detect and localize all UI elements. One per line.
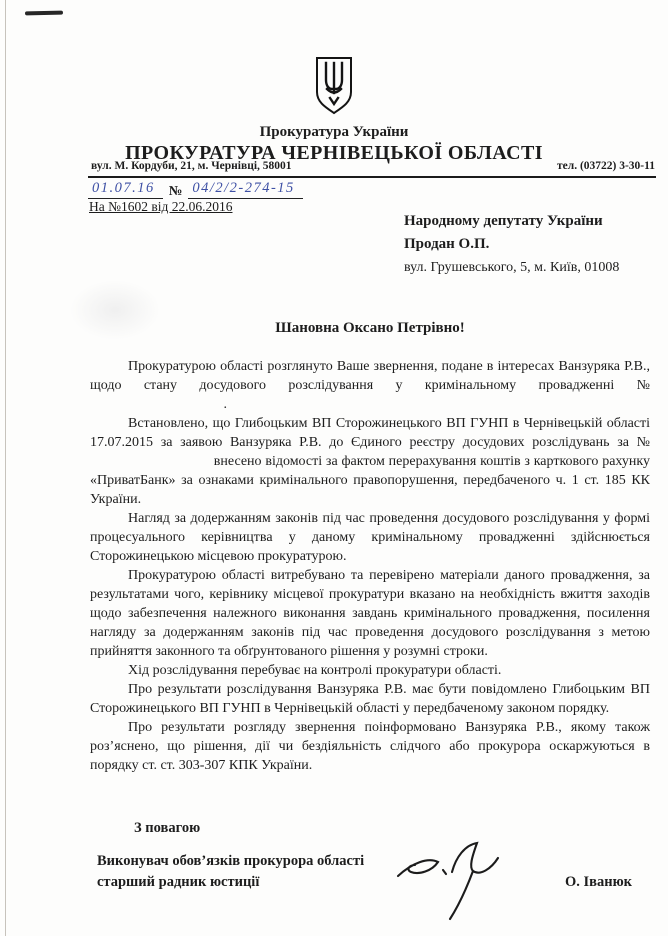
number-sign: № xyxy=(168,183,183,198)
paragraph-2 xyxy=(90,414,650,509)
recipient-title: Народному депутату України xyxy=(404,213,603,229)
letterhead-contact-row xyxy=(91,160,655,172)
paragraph-7: Про результати розгляду звернення поінформовано Ванзуряка Р.В., якому також роз’яснено, що рішення, дії чи бездіяльність слідчого або прокурора оскаржуються в порядку ст. ст. 303-307 КПК України. xyxy=(90,720,650,773)
letter-body xyxy=(90,357,650,775)
paragraph-3: Нагляд за додержанням законів під час проведення досудового розслідування у формі процесуального керівництва у даному кримінальному провадженні здійснюється Сторожинецькою місцевою прокуратурою. xyxy=(90,511,650,564)
org-name-regional: ПРОКУРАТУРА ЧЕРНІВЕЦЬКОЇ ОБЛАСТІ xyxy=(125,142,543,164)
signer-position-block xyxy=(97,851,364,893)
signer-position-line2: старший радник юстиції xyxy=(97,874,260,890)
signer-name: О. Іванюк xyxy=(565,874,633,890)
signer-position-line1: Виконувач обов’язків прокурора області xyxy=(97,853,365,869)
scan-dash-artifact xyxy=(25,11,63,16)
org-name-country: Прокуратура України xyxy=(259,124,409,140)
org-address: вул. М. Кордуби, 21, м. Чернівці, 58001 xyxy=(91,160,292,172)
letterhead xyxy=(0,56,668,165)
in-reply-to-reference: На №1602 від 22.06.2016 xyxy=(89,199,233,214)
handwritten-outgoing-number: 04/2/2-274-15 xyxy=(192,180,295,196)
letterhead-divider xyxy=(88,176,656,178)
paragraph-1 xyxy=(90,357,650,414)
paragraph-1-text: Прокуратурою області розглянуто Ваше звернення, подане в інтересах Ванзуряка Р.В., щодо стану досудового розслідування у кримінальному провадженні № xyxy=(90,359,650,393)
paragraph-6: Про результати розслідування Ванзуряка Р.В. має бути повідомлено Глибоцьким ВП Сторожинецького ВП ГУНП в Чернівецькій області у передбаченому законом порядку. xyxy=(90,682,650,716)
ukraine-trident-emblem-icon xyxy=(313,56,355,121)
recipient-address: вул. Грушевського, 5, м. Київ, 01008 xyxy=(404,260,620,275)
recipient-block xyxy=(404,210,619,279)
closing-regards: З повагою xyxy=(134,820,201,836)
outgoing-reference-row xyxy=(88,180,303,199)
handwritten-date: 01.07.16 xyxy=(92,180,155,196)
handwritten-signature-icon xyxy=(392,830,507,927)
paragraph-4: Прокуратурою області витребувано та перевірено матеріали даного провадження, за результатами чого, керівнику місцевої прокуратури вказано на необхідність вжиття заходів щодо забезпечення належного виконання завдань кримінального провадження, посилення нагляду за додержанням законів під час проведення досудового розслідування з метою прийняття законного та обґрунтованого рішення у розумні строки. xyxy=(90,568,650,659)
paragraph-1-period: . xyxy=(223,397,227,412)
recipient-name: Продан О.П. xyxy=(404,236,490,252)
paragraph-5: Хід розслідування перебуває на контролі прокуратури області. xyxy=(128,663,502,678)
paragraph-2-text: Встановлено, що Глибоцьким ВП Сторожинецького ВП ГУНП в Чернівецькій області 17.07.2015 за заявою Ванзуряка Р.В. до Єдиного реєстру досудових розслідувань за № xyxy=(90,416,650,450)
salutation: Шановна Оксано Петрівно! xyxy=(275,320,465,336)
org-phone: тел. (03722) 3-30-11 xyxy=(556,160,655,172)
paragraph-2-text-continued: внесено відомості за фактом перерахування коштів з карткового рахунку «ПриватБанк» за ознаками кримінального правопорушення, передбаченого ч. 1 ст. 185 КК України. xyxy=(90,454,650,507)
